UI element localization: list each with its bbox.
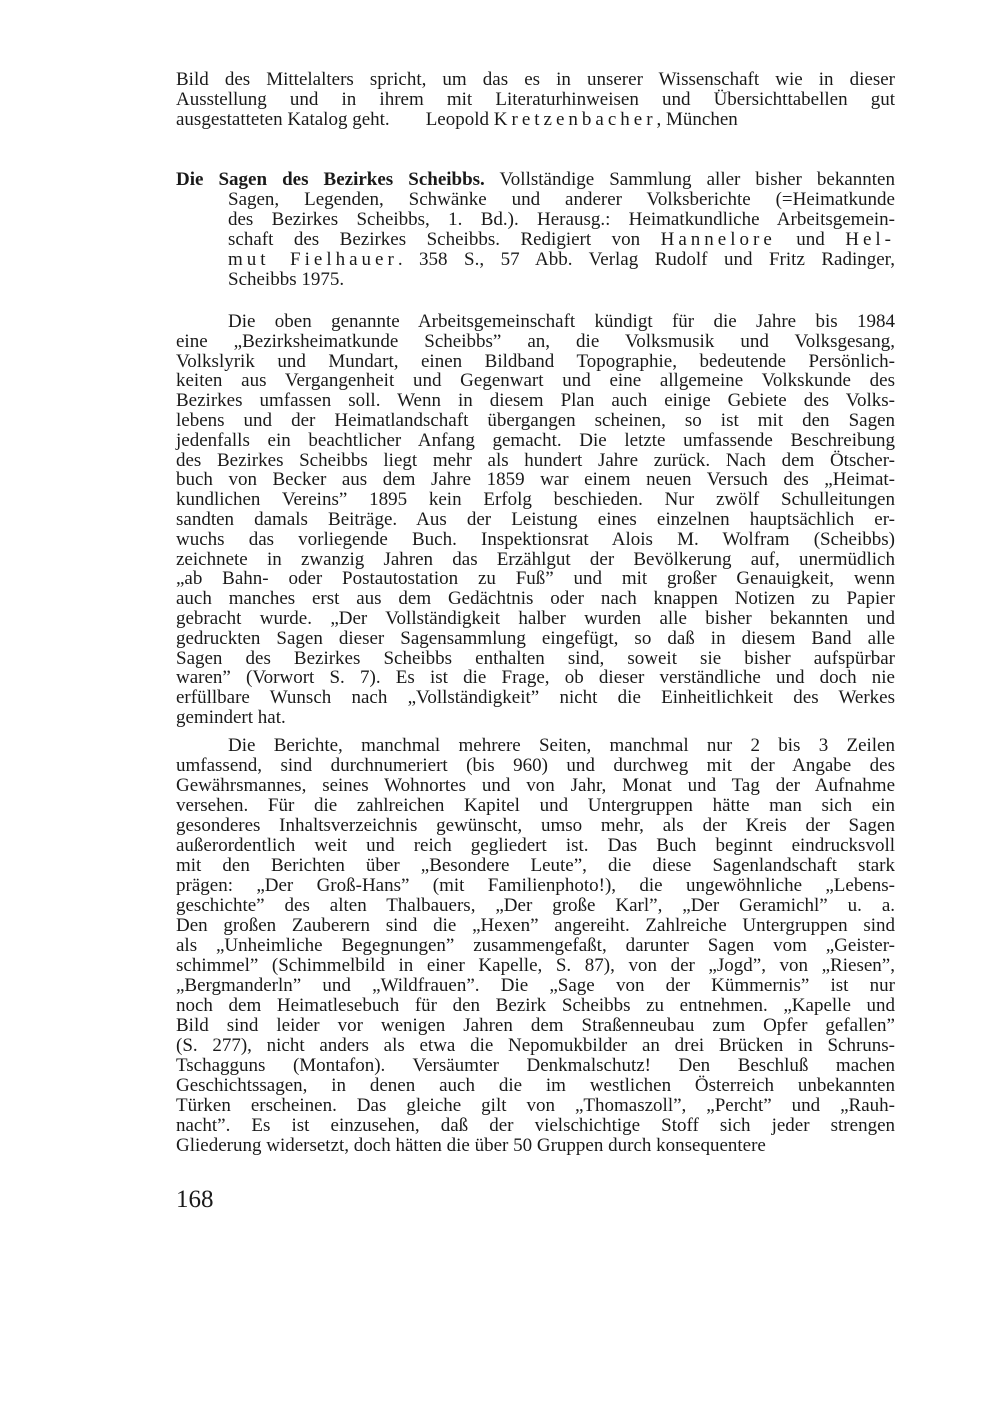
paragraph-line: versehen. Für die zahlreichen Kapitel und Untergruppen hätte man sich ein: [176, 795, 895, 816]
paragraph-line: gesonderes Inhaltsverzeichnis gewünscht, umso mehr, als der Kreis der Sagen: [176, 815, 895, 836]
intro-line: Bild des Mittelalters spricht, um das es in unserer Wissenschaft wie in dieser: [176, 69, 895, 90]
paragraph-line: gedruckten Sagen dieser Sagensammlung eingefügt, so daß in diesem Band alle: [176, 627, 895, 649]
paragraph-line: umfassend, sind durchnumeriert (bis 960) und durchweg mit der Angabe des: [176, 755, 895, 776]
entry-text: schaft des Bezirkes Scheibbs. Redigiert von: [228, 229, 661, 250]
paragraph-line: (S. 277), nicht anders als etwa die Nepomukbilder an drei Brücken in Schruns-: [176, 1035, 895, 1056]
paragraph-line: Die oben genannte Arbeitsgemeinschaft kündigt für die Jahre bis 1984: [228, 311, 895, 332]
book-title: Die Sagen des Bezirkes Scheibbs.: [176, 169, 485, 190]
author-place: , München: [656, 109, 738, 130]
entry-text: und: [775, 229, 846, 250]
intro-line: Ausstellung und in ihrem mit Literaturhinweisen und Übersichttabellen gut: [176, 89, 895, 110]
author-last-name: Kretzenbacher: [493, 109, 657, 130]
paragraph-line: erfüllbare Wunsch nach „Vollständigkeit” nicht die Einheitlichkeit des Werkes: [176, 687, 895, 709]
paragraph-line: mit den Berichten über „Besondere Leute”, die diese Sagenlandschaft stark: [176, 855, 895, 876]
paragraph-line: Geschichtssagen, in denen auch die im westlichen Österreich unbekannten: [176, 1075, 895, 1096]
entry-text: Vollständige Sammlung aller bisher bekannten: [484, 169, 895, 190]
intro-line: ausgestatteten Katalog geht.: [176, 109, 390, 130]
entry-line: [176, 170, 895, 190]
paragraph-line: Gliederung widersetzt, doch hätten die über 50 Gruppen durch konsequentere: [176, 1135, 766, 1156]
paragraph-line: nacht”. Es ist einzusehen, daß der vielschichtige Stoff sich jeder strengen: [176, 1115, 895, 1136]
entry-line: Scheibbs 1975.: [228, 269, 345, 290]
paragraph-line: Gewährsmannes, seines Wohnortes und von Jahr, Monat und Tag der Aufnahme: [176, 775, 895, 796]
entry-text: . 358 S., 57 Abb. Verlag Rudolf und Fritz Radinger,: [397, 249, 895, 270]
paragraph-line: des Bezirkes Scheibbs liegt mehr als hundert Jahre zurück. Nach dem Ötscher-: [176, 449, 895, 471]
entry-line: [228, 250, 895, 270]
paragraph-line: zeichnete in zwanzig Jahren das Erzählgut der Bevölkerung auf, unermüdlich: [176, 548, 895, 570]
paragraph-line: „Bergmanderln” und „Wildfrauen”. Die „Sage von der Kümmernis” ist nur: [176, 975, 895, 996]
author-first-name: Leopold: [425, 109, 490, 130]
paragraph-line: „ab Bahn- oder Postautostation zu Fuß” und mit großer Genauigkeit, wenn: [176, 568, 895, 590]
entry-line: des Bezirkes Scheibbs, 1. Bd.). Herausg.: Heimatkundliche Arbeitsgemein-: [228, 209, 895, 230]
review-author: [426, 109, 738, 130]
intro-last-line: [176, 110, 895, 130]
paragraph-line: schimmel” (Schimmelbild in einer Kapelle, S. 87), von der „Jogd”, von „Riesen”,: [176, 955, 895, 976]
paragraph-line: prägen: „Der Groß-Hans” (mit Familienphoto!), die ungewöhnliche „Lebens-: [176, 875, 895, 896]
editor-name: Hel-: [845, 229, 895, 250]
paragraph-line: jedenfalls ein beachtlicher Anfang gemacht. Die letzte umfassende Beschreibung: [176, 429, 895, 451]
paragraph-line: kundlichen Vereins” 1895 kein Erfolg beschieden. Nur zwölf Schulleitungen: [176, 489, 895, 511]
paragraph-line: lebens und der Heimatlandschaft übergangen scheinen, so ist mit den Sagen: [176, 410, 895, 431]
paragraph-line: Sagen des Bezirkes Scheibbs enthalten sind, soweit sie bisher aufspürbar: [176, 647, 895, 669]
paragraph-line: Bild sind leider vor wenigen Jahren dem Straßenneubau zum Opfer gefallen”: [176, 1015, 895, 1036]
editor-name: mut Fielhauer: [228, 249, 398, 270]
paragraph-line: eine „Bezirksheimatkunde Scheibbs” an, die Volksmusik und Volksgesang,: [176, 330, 895, 352]
paragraph-line: als „Unheimliche Begegnungen” zusammengefaßt, darunter Sagen vom „Geister-: [176, 935, 895, 956]
paragraph-line: gebracht wurde. „Der Vollständigkeit halber wurden alle bisher bekannten und: [176, 608, 895, 629]
paragraph-line: außerordentlich weit und reich gegliedert ist. Das Buch beginnt eindrucksvoll: [176, 835, 895, 856]
paragraph-line: Türken erscheinen. Das gleiche gilt von „Thomaszoll”, „Percht” und „Rauh-: [176, 1095, 895, 1116]
paragraph-line: Den großen Zauberern sind die „Hexen” angereiht. Zahlreiche Untergruppen sind: [176, 915, 895, 936]
paragraph-line: buch von Becker aus dem Jahre 1859 war einem neuen Versuch des „Heimat-: [176, 469, 895, 491]
entry-line: [228, 230, 895, 250]
paragraph-line: gemindert hat.: [176, 707, 286, 728]
paragraph-line: Die Berichte, manchmal mehrere Seiten, manchmal nur 2 bis 3 Zeilen: [228, 735, 895, 756]
paragraph-line: auch manches erst aus dem Gedächtnis oder nach knappen Notizen zu Papier: [176, 588, 895, 610]
paragraph-line: Volkslyrik und Mundart, einen Bildband Topographie, bedeutende Persönlich-: [176, 350, 895, 372]
page-number: 168: [176, 1186, 214, 1213]
paragraph-line: wuchs das vorliegende Buch. Inspektionsrat Alois M. Wolfram (Scheibbs): [176, 528, 895, 550]
paragraph-line: sandten damals Beiträge. Aus der Leistung eines einzelnen hauptsächlich er-: [176, 509, 895, 530]
paragraph-line: keiten aus Vergangenheit und Gegenwart und eine allgemeine Volkskunde des: [176, 370, 895, 392]
paragraph-line: Bezirkes umfassen soll. Wenn in diesem Plan auch einige Gebiete des Volks-: [176, 390, 895, 412]
paragraph-line: Tschagguns (Montafon). Versäumter Denkmalschutz! Den Beschluß machen: [176, 1055, 895, 1076]
paragraph-line: noch dem Heimatlesebuch für den Bezirk Scheibbs zu entnehmen. „Kapelle und: [176, 995, 895, 1016]
entry-line: Sagen, Legenden, Schwänke und anderer Volksberichte (=Heimatkunde: [228, 189, 895, 210]
paragraph-line: geschichte” des alten Thalbauers, „Der große Karl”, „Der Geramichl” u. a.: [176, 895, 895, 916]
paragraph-line: waren” (Vorwort S. 7). Es ist die Frage, ob dieser verständliche und doch nie: [176, 667, 895, 689]
editor-name: Hannelore: [660, 229, 776, 250]
